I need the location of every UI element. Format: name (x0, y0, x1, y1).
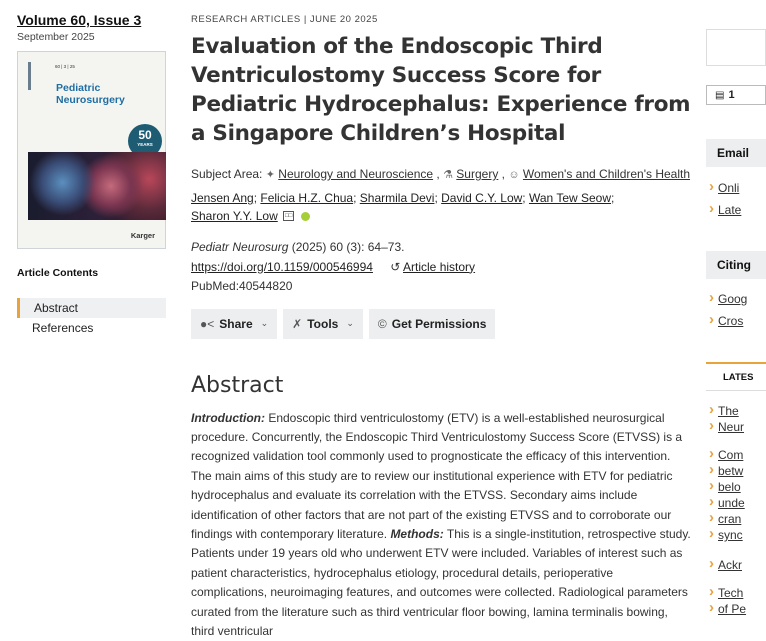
toc-item-references[interactable]: References (17, 318, 166, 338)
page-count-value: 1 (728, 89, 734, 101)
womens-childrens-health-icon: ☺ (508, 169, 519, 181)
cover-journal-name-line2: Neurosurgery (56, 94, 125, 106)
document-icon: ▤ (715, 90, 724, 101)
search-input[interactable] (706, 29, 766, 66)
surgery-icon: ⚗ (443, 169, 453, 181)
author-link[interactable]: Jensen Ang (191, 191, 254, 205)
badge-text: YEARS (128, 142, 162, 147)
publisher-logo: Karger (131, 231, 155, 240)
cover-journal-name (56, 82, 125, 106)
introduction-label: Introduction: (191, 411, 265, 425)
toc-item-abstract[interactable]: Abstract (17, 298, 166, 318)
author-list: Jensen Ang; Felicia H.Z. Chua; Sharmila Devi; David C.Y. Low; Wan Tew Seow; Sharon Y.Y. Low □□ (191, 190, 691, 225)
article-contents-list (17, 298, 166, 338)
subject-link-neurology[interactable]: Neurology and Neuroscience (278, 167, 433, 181)
article-main (191, 14, 691, 641)
share-icon: ●< (200, 317, 214, 331)
subject-area-label: Subject Area: (191, 167, 262, 181)
article-contents-heading: Article Contents (17, 267, 167, 279)
latest-article-link-cont[interactable]: › belo (718, 480, 741, 494)
latest-articles-heading: LATES (706, 362, 766, 383)
tools-icon: ✗ (292, 317, 302, 331)
cover-logo-mark (28, 62, 31, 90)
chevron-down-icon: ⌄ (346, 318, 354, 329)
latest-article-link-cont[interactable]: › unde (718, 496, 745, 510)
cover-issue-number: 60 | 3 | 25 (55, 64, 75, 69)
citing-link-crossref[interactable]: › Cros (718, 314, 743, 328)
latest-article-link[interactable]: › The (718, 404, 739, 418)
introduction-text: Endoscopic third ventriculostomy (ETV) is a well-established neurosurgical procedure. Concurrently, the Endoscopic Third Ventriculostomy Success Score (ETVSS) is a recognized validation tool commonly used to prognosticate the efficacy of this intervention. The main aims of this study are to review our institutional experience with ETV for pediatric hydrocephalus and evaluate its correlation with the ETVSS. Secondary aims include identification of other factors that are not part of the existing ETVSS and to corroborate our findings with contemporary literature. (191, 411, 682, 541)
chevron-down-icon: ⌄ (261, 318, 269, 329)
tools-button[interactable] (283, 309, 363, 339)
citation-journal: Pediatr Neurosurg (191, 240, 288, 254)
email-alert-link-latest[interactable]: › Late (718, 203, 741, 217)
cover-artwork (28, 152, 166, 220)
email-alerts-heading: Email (706, 139, 766, 167)
get-permissions-label: Get Permissions (392, 317, 487, 331)
divider (706, 390, 766, 391)
citation-block (191, 238, 691, 297)
latest-article-link-cont[interactable]: › of Pe (718, 602, 746, 616)
latest-article-link[interactable]: › Tech (718, 586, 743, 600)
author-link[interactable]: Sharmila Devi (360, 191, 435, 205)
history-icon: ↺ (390, 260, 400, 274)
subject-link-womens-childrens-health[interactable]: Women's and Children's Health (523, 167, 690, 181)
latest-article-link[interactable]: › Com (718, 448, 743, 462)
author-link[interactable]: Sharon Y.Y. Low (191, 209, 278, 223)
latest-article-link-cont[interactable]: › cran (718, 512, 741, 526)
article-toolbar (191, 309, 691, 339)
latest-article-link-cont[interactable]: › betw (718, 464, 743, 478)
share-button-label: Share (219, 317, 252, 331)
issue-sidebar (17, 12, 167, 338)
latest-article-link[interactable]: › Ackr (718, 558, 742, 572)
article-history-link[interactable]: Article history (403, 260, 475, 274)
email-alert-link-online[interactable]: › Onli (718, 181, 739, 195)
subject-area: Subject Area: ✦ Neurology and Neuroscience , ⚗ Surgery , ☺ Women's and Children's Health (191, 167, 691, 181)
pubmed-id: PubMed:40544820 (191, 277, 691, 297)
latest-article-link-cont[interactable]: › Neur (718, 420, 744, 434)
citing-link-google[interactable]: › Goog (718, 292, 747, 306)
abstract-text (191, 409, 691, 641)
page-count-box[interactable] (706, 85, 766, 105)
badge-number: 50 (138, 128, 151, 142)
right-rail (706, 0, 750, 613)
neurology-icon: ✦ (266, 169, 275, 181)
author-link[interactable]: David C.Y. Low (441, 191, 522, 205)
methods-text: This is a single-institution, retrospective study. Patients under 19 years old who underwent ETV were included. Variables of interest such as patient characteristics, hydrocephalus etiology, procedural details, perioperative complications, neuroimaging features, and outcomes were collected. Radiological parameters curated from the literature such as third ventricular floor bowing, lamina terminalis bowing, third ventricular (191, 527, 691, 638)
cover-journal-name-line1: Pediatric (56, 82, 125, 94)
copyright-icon: © (378, 317, 387, 331)
share-button[interactable] (191, 309, 277, 339)
abstract-heading: Abstract (191, 373, 691, 398)
citing-articles-heading: Citing (706, 251, 766, 279)
volume-issue-link[interactable]: Volume 60, Issue 3 (17, 12, 167, 28)
author-card-icon[interactable]: □□ (283, 211, 294, 221)
latest-article-link-cont[interactable]: › sync (718, 528, 743, 542)
methods-label: Methods: (390, 527, 443, 541)
doi-link[interactable]: https://doi.org/10.1159/000546994 (191, 260, 373, 274)
citation-details: (2025) 60 (3): 64–73. (288, 240, 404, 254)
orcid-icon[interactable] (301, 212, 310, 221)
subject-link-surgery[interactable]: Surgery (456, 167, 498, 181)
article-kicker: RESEARCH ARTICLES | JUNE 20 2025 (191, 14, 691, 25)
issue-cover-image[interactable] (17, 51, 166, 249)
tools-button-label: Tools (307, 317, 338, 331)
issue-date: September 2025 (17, 31, 167, 43)
article-title: Evaluation of the Endoscopic Third Ventriculostomy Success Score for Pediatric Hydrocephalus: Experience from a Singapore Children’s Hospital (191, 32, 691, 148)
author-link[interactable]: Wan Tew Seow (529, 191, 611, 205)
author-link[interactable]: Felicia H.Z. Chua (260, 191, 353, 205)
get-permissions-button[interactable] (369, 309, 496, 339)
